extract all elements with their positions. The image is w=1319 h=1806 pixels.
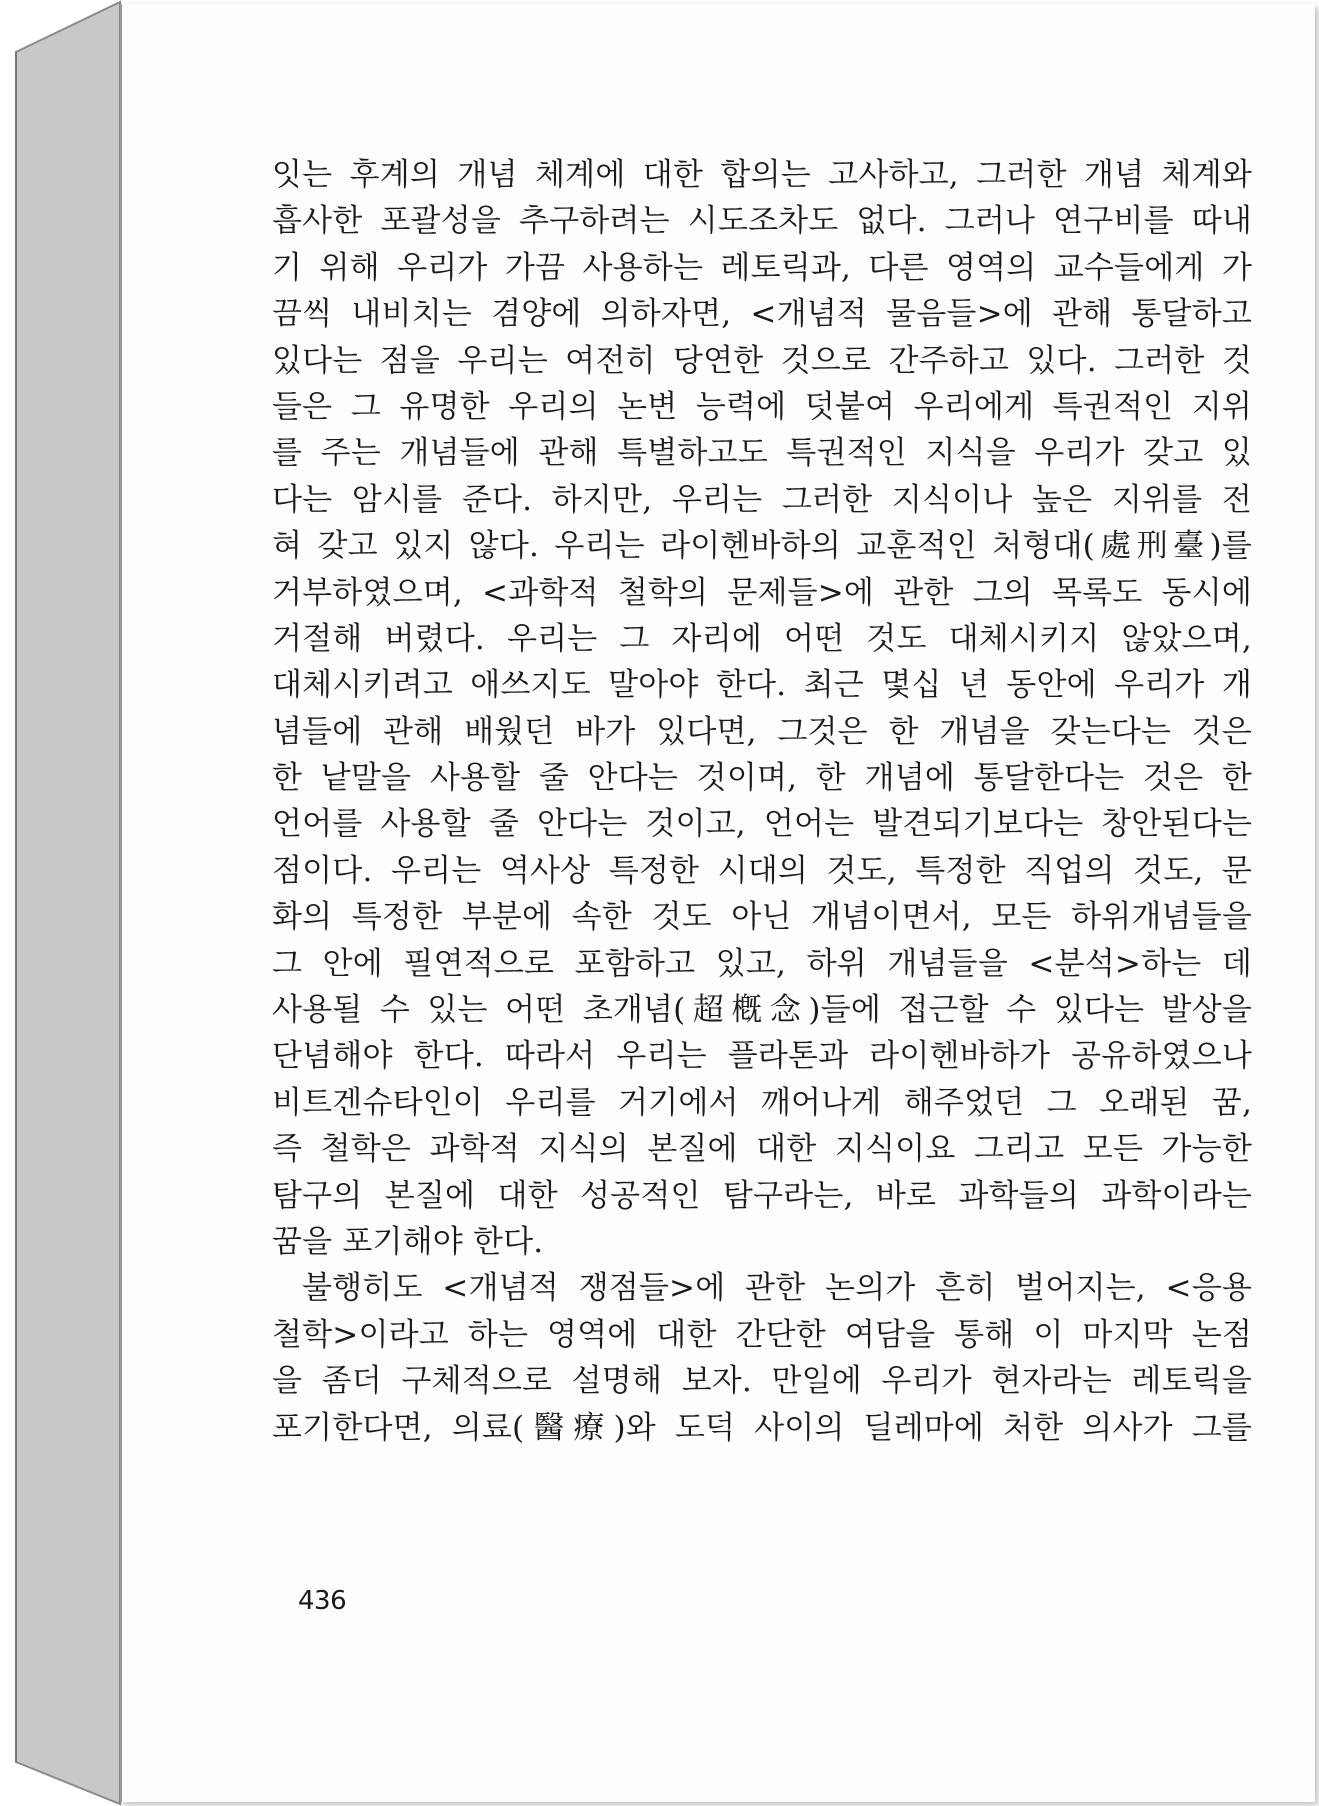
book-page	[120, 4, 1315, 1802]
text-line: 대체시키려고 애쓰지도 말아야 한다. 최근 몇십 년 동안에 우리가 개	[272, 667, 1252, 704]
text-line: 잇는 후계의 개념 체계에 대한 합의는 고사하고, 그러한 개념 체계와	[272, 157, 1252, 193]
text-line: 한 낱말을 사용할 줄 안다는 것이며, 한 개념에 통달한다는 것은 한	[272, 760, 1252, 797]
text-line: 념들에 관해 배웠던 바가 있다면, 그것은 한 개념을 갖는다는 것은	[272, 713, 1252, 750]
text-line: 불행히도 <개념적 쟁점들>에 관한 논의가 흔히 벌어지는, <응용	[302, 1270, 1252, 1307]
text-line: 들은 그 유명한 우리의 논변 능력에 덧붙여 우리에게 특권적인 지위	[272, 388, 1252, 425]
text-line: 기 위해 우리가 가끔 사용하는 레토릭과, 다른 영역의 교수들에게 가	[272, 249, 1252, 286]
page-number: 436	[298, 1586, 347, 1616]
text-line: 그 안에 필연적으로 포함하고 있고, 하위 개념들을 <분석>하는 데	[272, 945, 1252, 982]
text-line: 화의 특정한 부분에 속한 것도 아닌 개념이면서, 모든 하위개념들을	[272, 899, 1252, 936]
text-line: 사용될 수 있는 어떤 초개념(超槪念)들에 접근할 수 있다는 발상을	[272, 992, 1252, 1029]
text-line: 거부하였으며, <과학적 철학의 문제들>에 관한 그의 목록도 동시에	[272, 574, 1252, 611]
text-line: 탐구의 본질에 대한 성공적인 탐구라는, 바로 과학들의 과학이라는	[272, 1177, 1252, 1214]
text-line: 즉 철학은 과학적 지식의 본질에 대한 지식이요 그리고 모든 가능한	[272, 1131, 1252, 1168]
text-line: 다는 암시를 준다. 하지만, 우리는 그러한 지식이나 높은 지위를 전	[272, 481, 1252, 518]
text-line: 있다는 점을 우리는 여전히 당연한 것으로 간주하고 있다. 그러한 것	[272, 342, 1252, 379]
text-line: 끔씩 내비치는 겸양에 의하자면, <개념적 물음들>에 관해 통달하고	[272, 296, 1252, 333]
text-line: 언어를 사용할 줄 안다는 것이고, 언어는 발견되기보다는 창안된다는	[272, 806, 1252, 843]
text-line: 포기한다면, 의료(醫療)와 도덕 사이의 딜레마에 처한 의사가 그를	[272, 1409, 1252, 1446]
text-line: 비트겐슈타인이 우리를 거기에서 깨어나게 해주었던 그 오래된 꿈,	[272, 1084, 1252, 1121]
text-line: 를 주는 개념들에 관해 특별하고도 특권적인 지식을 우리가 갖고 있	[272, 435, 1252, 472]
text-line: 흡사한 포괄성을 추구하려는 시도조차도 없다. 그러나 연구비를 따내	[272, 203, 1252, 240]
body-text	[272, 152, 1252, 1451]
text-line: 거절해 버렸다. 우리는 그 자리에 어떤 것도 대체시키지 않았으며,	[272, 620, 1252, 657]
text-line: 꿈을 포기해야 한다.	[272, 1223, 544, 1260]
text-line: 을 좀더 구체적으로 설명해 보자. 만일에 우리가 현자라는 레토릭을	[272, 1363, 1252, 1400]
text-line: 단념해야 한다. 따라서 우리는 플라톤과 라이헨바하가 공유하였으나	[272, 1038, 1252, 1075]
text-line: 철학>이라고 하는 영역에 대한 간단한 여담을 통해 이 마지막 논점	[272, 1316, 1252, 1353]
text-line: 점이다. 우리는 역사상 특정한 시대의 것도, 특정한 직업의 것도, 문	[272, 852, 1252, 889]
text-line: 혀 갖고 있지 않다. 우리는 라이헨바하의 교훈적인 처형대(處刑臺)를	[272, 528, 1252, 565]
